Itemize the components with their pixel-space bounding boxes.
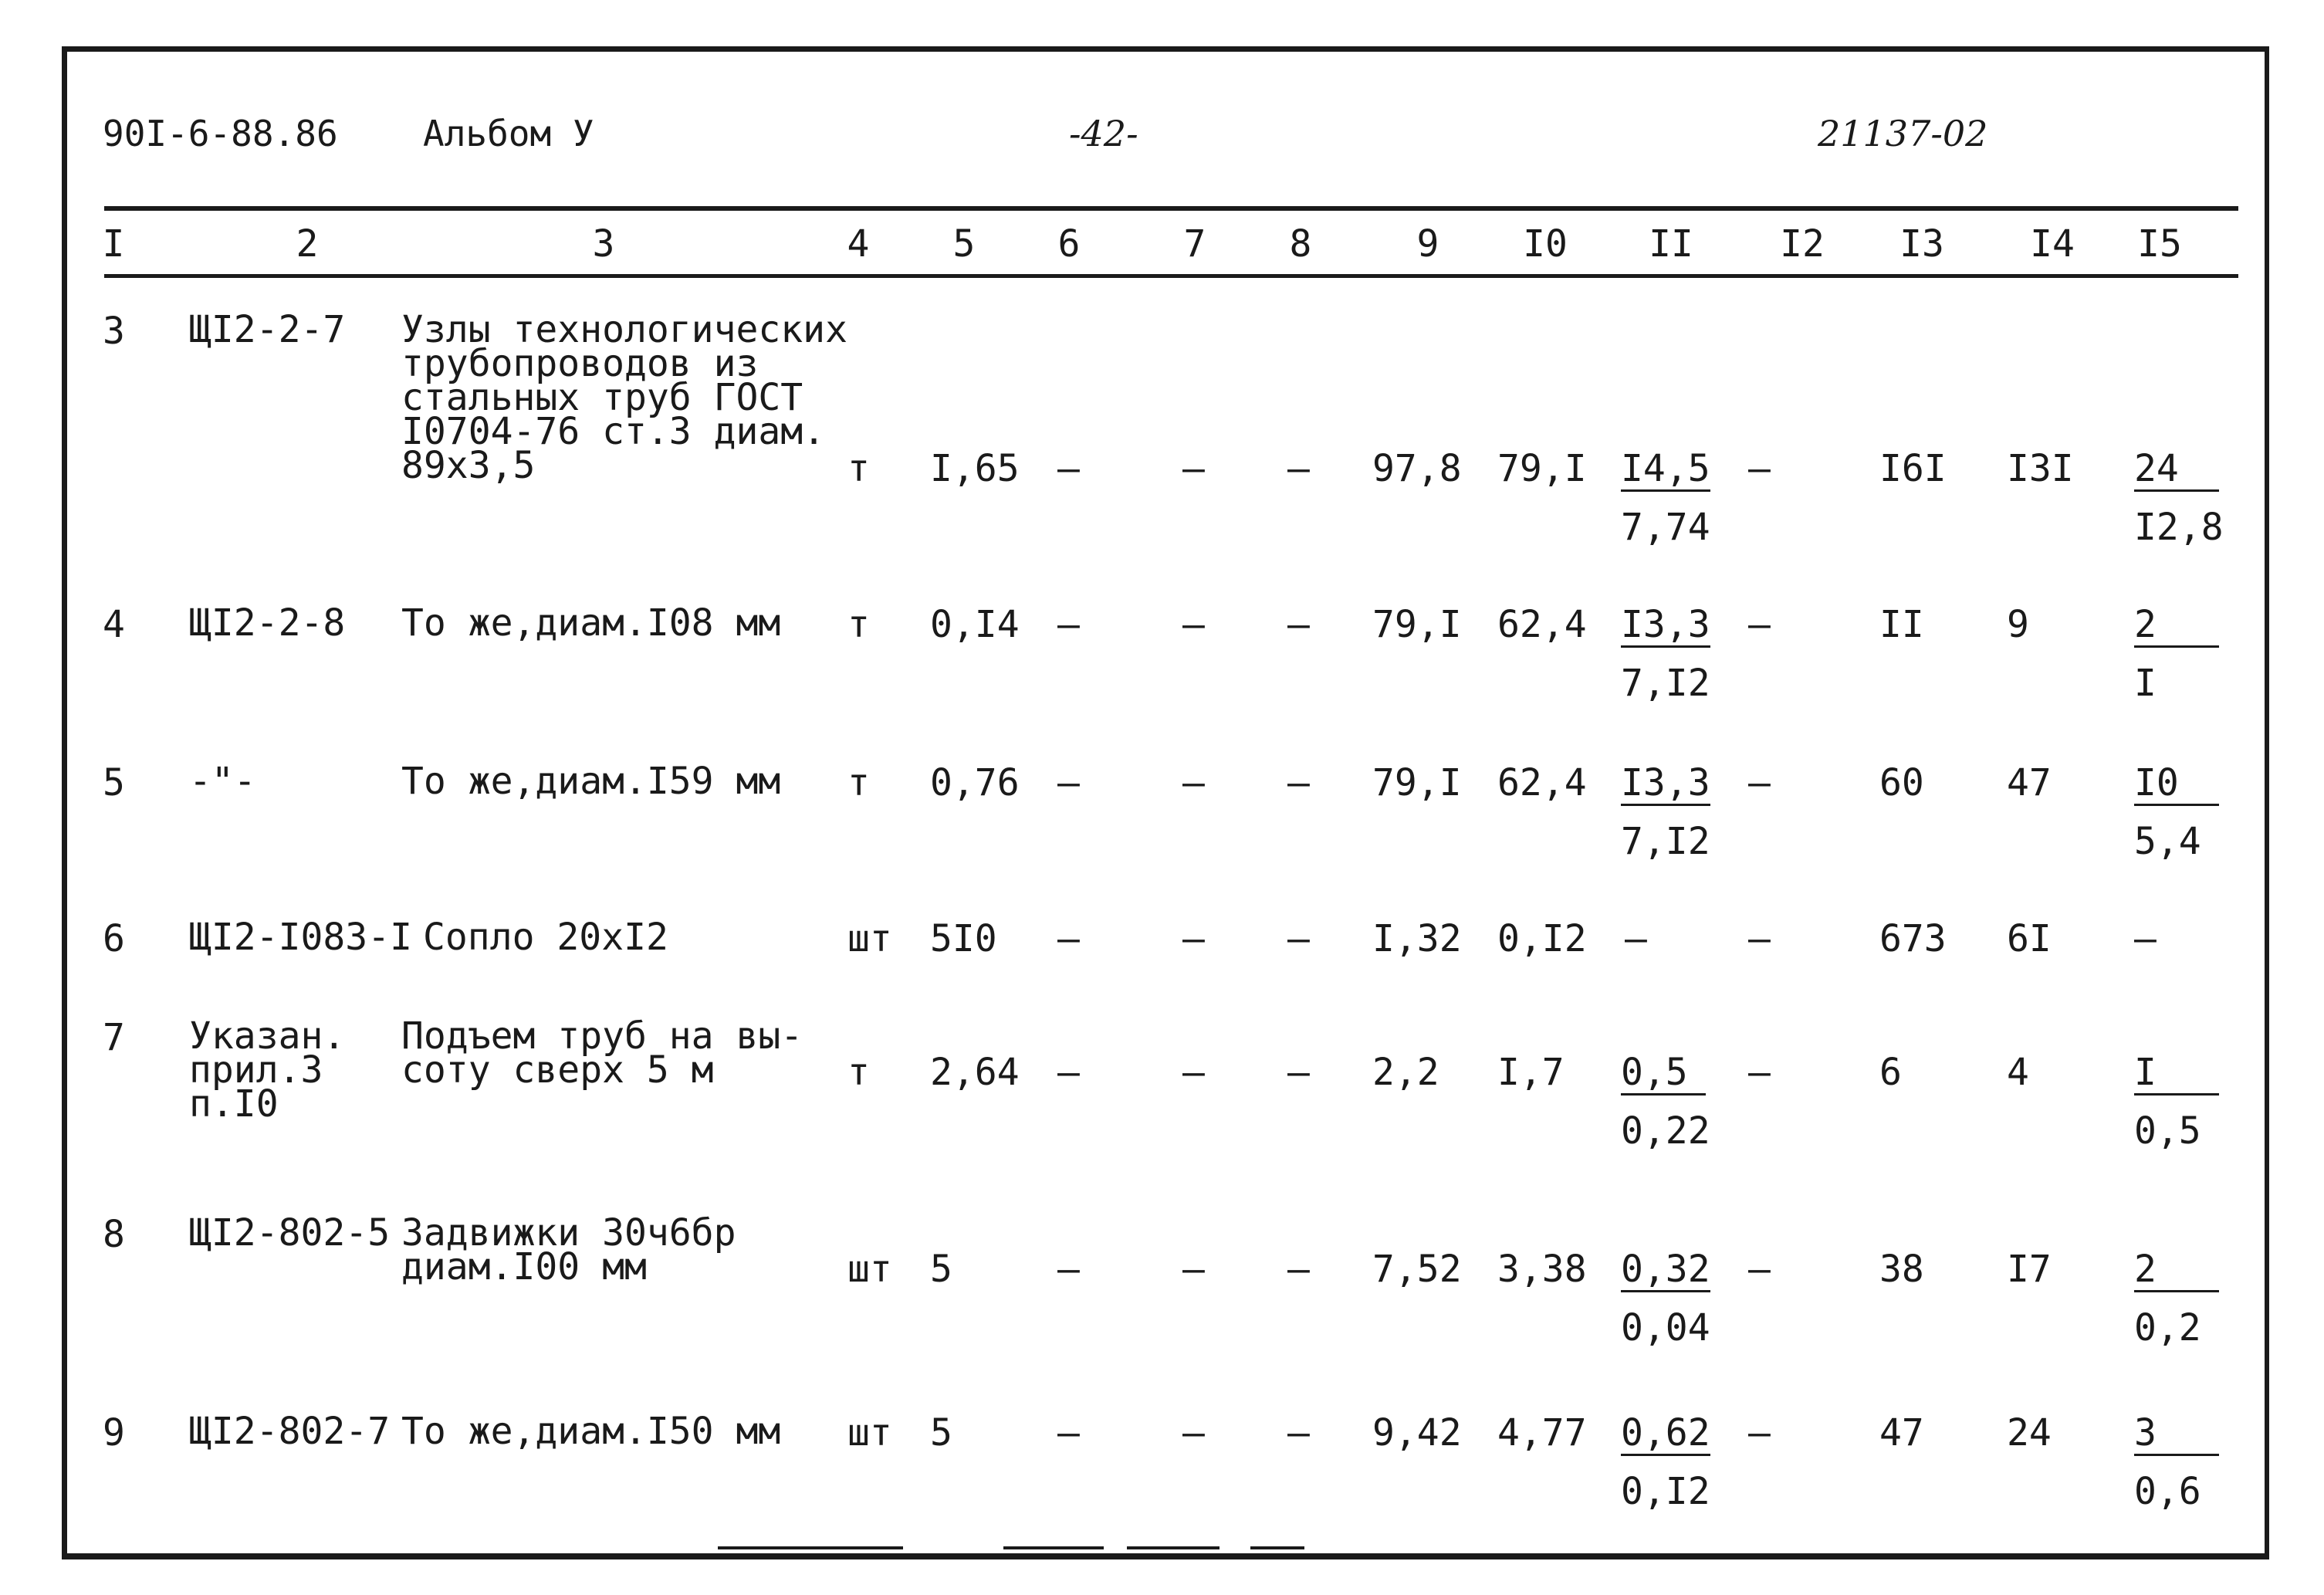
row-c10: 0,I2	[1497, 917, 1587, 960]
row-c10: 79,I	[1497, 447, 1587, 490]
row-unit: т	[847, 603, 870, 646]
row-c15-fraction: $\frac{I}{0,5}$	[2134, 1054, 2219, 1150]
row-c8: –	[1287, 761, 1310, 804]
colnum-6: 6	[1057, 222, 1081, 266]
row-description: То же,диам.I50 мм	[401, 1410, 781, 1453]
row-description: То же,диам.I08 мм	[401, 601, 781, 645]
row-c14: 9	[2007, 603, 2029, 646]
row-c10: 4,77	[1497, 1411, 1587, 1454]
row-c11-fraction: $\frac{I4,5}{7,74}$	[1621, 447, 1710, 549]
row-c11-fraction: $\frac{0,32}{0,04}$	[1621, 1248, 1710, 1349]
row-qty: I,65	[930, 447, 1020, 490]
row-c14: I3I	[2007, 447, 2074, 490]
row-c13: 60	[1879, 761, 1924, 804]
row-number: 6	[103, 917, 125, 960]
colnum-12: I2	[1780, 222, 1825, 266]
row-c12: –	[1748, 1411, 1771, 1454]
row-c11-fraction: $\frac{0,5}{0,22}$	[1621, 1051, 1710, 1153]
row-c15-fraction: $\frac{2}{I}$	[2134, 606, 2219, 702]
row-c11-fraction: $\frac{I3,3}{7,I2}$	[1621, 603, 1710, 705]
header-rule-top	[104, 206, 2238, 211]
colnum-10: I0	[1523, 222, 1568, 266]
row-number: 8	[103, 1213, 125, 1256]
row-code: -"-	[189, 760, 256, 803]
row-c14: 47	[2007, 761, 2052, 804]
row-c8: –	[1287, 1248, 1310, 1291]
row-c13: 47	[1879, 1411, 1924, 1454]
row-c8: –	[1287, 917, 1310, 960]
row-qty: 5	[930, 1248, 952, 1291]
row-c13: I6I	[1879, 447, 1947, 490]
row-c7: –	[1182, 603, 1205, 646]
scan-dash	[718, 1546, 903, 1549]
row-code: Указан. прил.3 п.I0	[189, 1014, 346, 1126]
row-c13: 6	[1879, 1051, 1902, 1094]
row-c10: 62,4	[1497, 603, 1587, 646]
row-description: То же,диам.I59 мм	[401, 760, 781, 803]
row-c9: 97,8	[1372, 447, 1462, 490]
row-qty: 0,I4	[930, 603, 1020, 646]
row-code: ЩI2-2-7	[189, 308, 346, 351]
row-c8: –	[1287, 603, 1310, 646]
colnum-3: 3	[592, 222, 615, 266]
row-c11-fraction: $\frac{I3,3}{7,I2}$	[1621, 761, 1710, 863]
row-qty: 5	[930, 1411, 952, 1454]
row-c9: I,32	[1372, 917, 1462, 960]
row-number: 7	[103, 1016, 125, 1059]
colnum-13: I3	[1899, 222, 1944, 266]
row-c9: 7,52	[1372, 1248, 1462, 1291]
row-code: ЩI2-802-5	[189, 1211, 391, 1255]
album-title: Альбом У	[423, 113, 594, 154]
row-unit: т	[847, 447, 870, 490]
colnum-8: 8	[1289, 222, 1312, 266]
row-c12: –	[1748, 1248, 1771, 1291]
row-c8: –	[1287, 1411, 1310, 1454]
row-unit: т	[847, 761, 870, 804]
row-c15-fraction: $\frac{3}{0,6}$	[2134, 1414, 2219, 1510]
row-c13: 38	[1879, 1248, 1924, 1291]
row-description: Узлы технологических трубопроводов из стальных труб ГОСТ I0704-76 ст.3 диам. 89х3,5	[401, 308, 847, 487]
row-c7: –	[1182, 1248, 1205, 1291]
row-qty: 5I0	[930, 917, 997, 960]
row-qty: 2,64	[930, 1051, 1020, 1094]
row-c7: –	[1182, 761, 1205, 804]
row-c12: –	[1748, 761, 1771, 804]
scan-dash	[1003, 1546, 1104, 1549]
scan-dash	[1127, 1546, 1220, 1549]
row-unit: шт	[847, 1248, 892, 1291]
colnum-14: I4	[2030, 222, 2075, 266]
row-c10: 3,38	[1497, 1248, 1587, 1291]
row-c13: 673	[1879, 917, 1947, 960]
colnum-15: I5	[2137, 222, 2182, 266]
document-code: 90I-6-88.86	[103, 113, 338, 154]
colnum-7: 7	[1183, 222, 1206, 266]
row-c11: –	[1625, 917, 1647, 960]
row-unit: шт	[847, 917, 892, 960]
scan-dash	[1250, 1546, 1304, 1549]
row-c7: –	[1182, 1411, 1205, 1454]
row-c9: 79,I	[1372, 603, 1462, 646]
row-number: 9	[103, 1411, 125, 1454]
colnum-4: 4	[847, 222, 870, 266]
page-frame	[62, 46, 2269, 1559]
page-number: -42-	[1069, 113, 1138, 154]
row-c12: –	[1748, 603, 1771, 646]
row-c6: –	[1057, 1248, 1080, 1291]
row-c8: –	[1287, 447, 1310, 490]
row-c7: –	[1182, 1051, 1205, 1094]
row-c11-fraction: $\frac{0,62}{0,I2}$	[1621, 1411, 1710, 1513]
row-number: 4	[103, 603, 125, 646]
row-description: Задвижки 30ч6бр диам.I00 мм	[401, 1211, 736, 1289]
row-c6: –	[1057, 761, 1080, 804]
colnum-11: II	[1649, 222, 1693, 266]
row-c9: 2,2	[1372, 1051, 1439, 1094]
row-c9: 79,I	[1372, 761, 1462, 804]
row-c12: –	[1748, 1051, 1771, 1094]
row-c13: II	[1879, 603, 1924, 646]
row-c15: –	[2134, 917, 2157, 960]
row-c12: –	[1748, 447, 1771, 490]
row-c14: I7	[2007, 1248, 2052, 1291]
row-description: Сопло 20хI2	[423, 916, 668, 959]
row-code: ЩI2-802-7	[189, 1410, 391, 1453]
row-number: 5	[103, 761, 125, 804]
row-c9: 9,42	[1372, 1411, 1462, 1454]
row-c14: 6I	[2007, 917, 2052, 960]
row-c8: –	[1287, 1051, 1310, 1094]
row-c6: –	[1057, 603, 1080, 646]
document-number: 21137-02	[1818, 113, 1988, 154]
row-c6: –	[1057, 917, 1080, 960]
row-code: ЩI2-2-8	[189, 601, 346, 645]
row-c15-fraction: $\frac{2}{0,2}$	[2134, 1251, 2219, 1346]
colnum-5: 5	[952, 222, 976, 266]
row-c7: –	[1182, 447, 1205, 490]
row-c6: –	[1057, 447, 1080, 490]
row-c6: –	[1057, 1051, 1080, 1094]
row-c15-fraction: $\frac{I0}{5,4}$	[2134, 764, 2219, 860]
row-c14: 24	[2007, 1411, 2052, 1454]
colnum-9: 9	[1416, 222, 1439, 266]
row-c10: 62,4	[1497, 761, 1587, 804]
header-rule-bottom	[104, 274, 2238, 278]
row-description: Подъем труб на вы- соту сверх 5 м	[401, 1014, 803, 1092]
row-c10: I,7	[1497, 1051, 1565, 1094]
colnum-1: I	[102, 222, 125, 266]
row-qty: 0,76	[930, 761, 1020, 804]
row-number: 3	[103, 310, 125, 353]
row-code: ЩI2-I083-I	[189, 916, 412, 959]
colnum-2: 2	[296, 222, 319, 266]
row-c15-fraction: $\frac{24}{I2,8}$	[2134, 447, 2224, 549]
row-c12: –	[1748, 917, 1771, 960]
row-c14: 4	[2007, 1051, 2029, 1094]
row-c7: –	[1182, 917, 1205, 960]
row-unit: т	[847, 1051, 870, 1094]
row-unit: шт	[847, 1411, 892, 1454]
row-c6: –	[1057, 1411, 1080, 1454]
